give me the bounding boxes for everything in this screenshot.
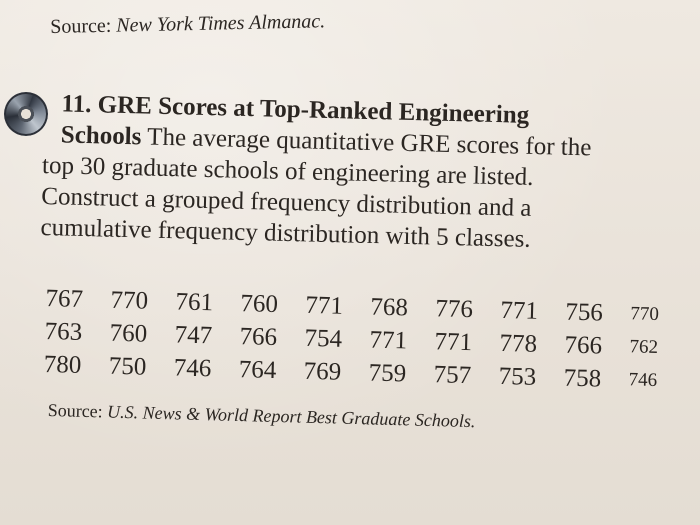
score-value: 771 — [434, 328, 473, 357]
problem-title-continued: Schools — [60, 121, 142, 151]
score-value: 754 — [304, 324, 343, 353]
score-value: 761 — [175, 288, 214, 317]
top-source-citation — [50, 10, 325, 39]
score-value: 769 — [303, 357, 342, 386]
score-value: 746 — [173, 354, 212, 383]
problem-text-line-5: cumulative frequency distribution with 5 classes. — [40, 213, 531, 253]
score-value: 759 — [368, 359, 407, 388]
score-value: 760 — [240, 290, 279, 319]
score-value: 776 — [435, 295, 474, 324]
score-value: 753 — [498, 362, 537, 391]
problem-text-line-4: Construct a grouped frequency distribution and a — [41, 182, 532, 222]
bottom-source-prefix: Source: — [47, 400, 103, 422]
score-value: 771 — [369, 326, 408, 355]
score-value: 747 — [174, 321, 213, 350]
score-value: 757 — [433, 361, 472, 390]
score-value: 763 — [44, 317, 83, 346]
score-value: 768 — [370, 293, 409, 322]
problem-statement — [40, 88, 694, 259]
bottom-source-name: U.S. News & World Report Best Graduate Schools. — [106, 401, 476, 432]
top-source-prefix: Source: — [50, 14, 112, 38]
score-value: 766 — [564, 331, 603, 360]
score-value: 756 — [565, 298, 604, 327]
bottom-source-citation — [47, 400, 475, 432]
score-value: 746 — [628, 369, 658, 392]
score-value: 771 — [500, 296, 539, 325]
score-value: 767 — [45, 284, 84, 313]
score-value: 764 — [238, 356, 277, 385]
score-value: 770 — [630, 303, 660, 326]
score-value: 780 — [43, 350, 82, 379]
score-value: 770 — [110, 286, 149, 315]
score-value: 771 — [305, 291, 344, 320]
gre-scores-table — [43, 282, 695, 398]
problem-title: GRE Scores at Top-Ranked Engineering — [97, 91, 530, 129]
cd-icon — [4, 92, 48, 136]
score-value: 778 — [499, 329, 538, 358]
score-value: 762 — [629, 336, 659, 359]
problem-number: 11. — [61, 90, 92, 119]
score-value: 766 — [239, 323, 278, 352]
top-source-name: New York Times Almanac. — [116, 10, 326, 37]
score-value: 750 — [108, 352, 147, 381]
problem-text-line-2: The average quantitative GRE scores for the — [146, 123, 592, 162]
score-value: 760 — [109, 319, 148, 348]
score-value: 758 — [563, 364, 602, 393]
problem-text-line-3: top 30 graduate schools of engineering are listed. — [41, 151, 534, 191]
